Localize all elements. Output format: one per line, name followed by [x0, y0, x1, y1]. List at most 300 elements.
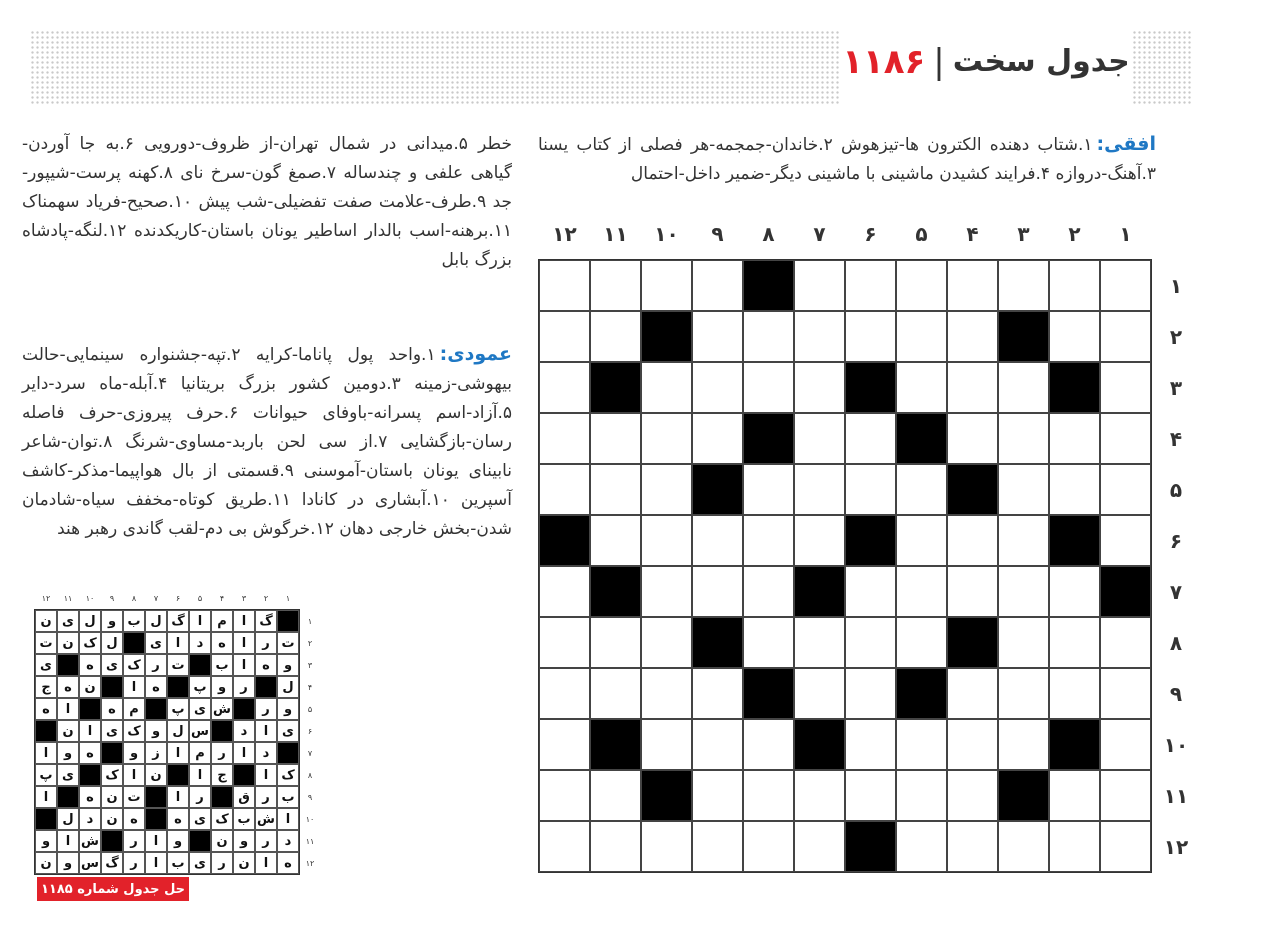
grid-cell[interactable] [1049, 566, 1100, 617]
grid-cell[interactable] [947, 515, 998, 566]
solution-cell: گ [101, 852, 123, 874]
grid-cell[interactable] [845, 668, 896, 719]
solution-column-number: ۱۱ [63, 594, 73, 603]
crossword-grid [539, 260, 1151, 872]
grid-cell[interactable] [692, 311, 743, 362]
grid-cell[interactable] [998, 260, 1049, 311]
grid-cell[interactable] [590, 413, 641, 464]
solution-cell: ه [123, 808, 145, 830]
grid-cell-black [998, 311, 1049, 362]
solution-cell: ر [255, 632, 277, 654]
grid-cell[interactable] [539, 260, 590, 311]
solution-cell-black [211, 786, 233, 808]
grid-cell-black [590, 566, 641, 617]
solution-cell: ه [145, 676, 167, 698]
solution-cell: ا [167, 742, 189, 764]
solution-column-number: ۵ [197, 594, 203, 603]
grid-cell[interactable] [1049, 821, 1100, 872]
grid-cell[interactable] [947, 770, 998, 821]
grid-cell[interactable] [590, 668, 641, 719]
grid-cell[interactable] [947, 311, 998, 362]
grid-cell[interactable] [539, 464, 590, 515]
solution-cell: گ [255, 610, 277, 632]
grid-cell[interactable] [794, 260, 845, 311]
solution-column-number: ۸ [131, 594, 137, 603]
grid-cell[interactable] [845, 413, 896, 464]
solution-cell: ش [255, 808, 277, 830]
solution-column-numbers [35, 594, 299, 606]
down-label: عمودی: [439, 343, 512, 365]
grid-cell[interactable] [539, 617, 590, 668]
solution-cell: ا [57, 698, 79, 720]
grid-cell[interactable] [539, 566, 590, 617]
grid-cell[interactable] [539, 311, 590, 362]
solution-cell-black [79, 698, 101, 720]
solution-cell: ا [123, 764, 145, 786]
solution-cell: ک [101, 764, 123, 786]
grid-cell[interactable] [896, 770, 947, 821]
grid-cell-black [947, 617, 998, 668]
solution-cell: ا [255, 852, 277, 874]
solution-cell: ر [123, 830, 145, 852]
grid-cell[interactable] [794, 617, 845, 668]
grid-cell-black [1049, 515, 1100, 566]
grid-cell-black [692, 464, 743, 515]
grid-cell[interactable] [947, 260, 998, 311]
solution-column-number: ۳ [241, 594, 247, 603]
grid-cell[interactable] [1049, 413, 1100, 464]
grid-cell[interactable] [794, 413, 845, 464]
header-dot-pattern-right [1132, 30, 1192, 105]
solution-cell-black [145, 808, 167, 830]
grid-cell[interactable] [896, 566, 947, 617]
grid-cell[interactable] [641, 413, 692, 464]
solution-cell: ن [145, 764, 167, 786]
solution-cell: ی [189, 852, 211, 874]
solution-cell: ش [211, 698, 233, 720]
grid-cell[interactable] [539, 413, 590, 464]
solution-cell: ا [255, 720, 277, 742]
grid-cell[interactable] [1049, 260, 1100, 311]
solution-cell: ا [35, 742, 57, 764]
row-number: ۸ [1169, 630, 1183, 655]
solution-cell: و [101, 610, 123, 632]
column-number: ۴ [966, 222, 979, 246]
solution-cell: ن [57, 720, 79, 742]
solution-column-number: ۷ [153, 594, 159, 603]
solution-cell: و [145, 720, 167, 742]
grid-cell-black [794, 566, 845, 617]
column-number: ۱ [1119, 222, 1132, 246]
solution-cell: ا [255, 764, 277, 786]
puzzle-title: جدول سخت [952, 44, 1130, 79]
grid-cell[interactable] [845, 311, 896, 362]
grid-cell-black [743, 413, 794, 464]
solution-cell: ا [167, 632, 189, 654]
grid-cell[interactable] [794, 362, 845, 413]
solution-cell-black [101, 742, 123, 764]
across-clues [538, 130, 1156, 189]
solution-cell: ا [123, 676, 145, 698]
grid-cell[interactable] [1100, 362, 1151, 413]
solution-cell: ک [79, 632, 101, 654]
grid-cell[interactable] [641, 821, 692, 872]
across-label: افقی: [1096, 133, 1156, 155]
grid-cell[interactable] [896, 362, 947, 413]
grid-cell[interactable] [947, 821, 998, 872]
grid-cell[interactable] [1100, 260, 1151, 311]
grid-cell[interactable] [641, 362, 692, 413]
grid-cell[interactable] [1100, 311, 1151, 362]
solution-cell: ک [123, 720, 145, 742]
grid-cell-black [692, 617, 743, 668]
solution-cell: ج [211, 764, 233, 786]
grid-cell[interactable] [743, 311, 794, 362]
grid-cell[interactable] [692, 413, 743, 464]
solution-cell: س [79, 852, 101, 874]
row-number: ۵ [1169, 477, 1183, 502]
grid-cell[interactable] [692, 566, 743, 617]
grid-cell[interactable] [590, 515, 641, 566]
grid-cell[interactable] [590, 821, 641, 872]
grid-cell[interactable] [947, 668, 998, 719]
grid-cell[interactable] [896, 464, 947, 515]
solution-cell: و [35, 830, 57, 852]
solution-cell: ه [79, 786, 101, 808]
solution-cell: ن [35, 610, 57, 632]
grid-cell[interactable] [692, 821, 743, 872]
solution-row-number: ۲ [307, 638, 313, 648]
grid-cell[interactable] [998, 362, 1049, 413]
across-clues-continued [22, 130, 512, 275]
grid-cell[interactable] [794, 311, 845, 362]
solution-cell: ر [211, 852, 233, 874]
solution-cell: د [189, 632, 211, 654]
grid-cell-black [641, 770, 692, 821]
grid-cell[interactable] [845, 770, 896, 821]
solution-cell-black [189, 654, 211, 676]
across-text-continued: خطر ۵.میدانی در شمال تهران-از ظروف-دورویی ۶.به جا آوردن-گیاهی علفی و چندساله ۷.صمغ گون-سرخ نای ۸.کهنه پرست-شیپور-جد ۹.طرف-علامت صفت تفضیلی-شب پیش ۱۰.صحیح-فریاد سهمناک ۱۱.برهنه-اسب بالدار اساطیر یونان باستان-کاریکدنده ۱۲.لنگه-پادشاه بزرگ بابل [22, 134, 512, 270]
solution-cell: ا [167, 786, 189, 808]
across-text: ۱.شتاب دهنده الکترون ها-تیزهوش ۲.خاندان-جمجمه-هر فصلی از کتاب یسنا ۳.آهنگ-دروازه ۴.فرایند کشیدن ماشینی با ماشینی دیگر-ضمیر داخل-احتمال [538, 135, 1156, 184]
grid-cell[interactable] [539, 770, 590, 821]
solution-cell: م [211, 610, 233, 632]
solution-cell-black [211, 720, 233, 742]
solution-cell-black [189, 830, 211, 852]
grid-cell[interactable] [998, 668, 1049, 719]
row-number: ۱ [1169, 273, 1183, 298]
solution-cell: ل [79, 610, 101, 632]
solution-cell: ا [233, 632, 255, 654]
down-text: ۱.واحد پول پاناما-کرایه ۲.تپه-جشنواره سینمایی-حالت بیهوشی-زمینه ۳.دومین کشور بزرگ بریتانیا ۴.آبله-ماه سرد-دایر ۵.آزاد-اسم پسرانه-باوفای حیوانات ۶.حرف پیروزی-حرف فاصله رسان-بازگشایی ۷.از سی لحن باربد-مساوی-شرنگ ۸.توان-شاعر نابینای یونان باستان-آموسنی ۹.قسمتی از بال هواپیما-مذکر-کاشف آسپرین ۱۰.آبشاری در کانادا ۱۱.طریق کوتاه-مخفف سیاه-شادمان شدن-بخش خارجی دهان ۱۲.خرگوش بی دم-لقب گاندی رهبر هند [22, 345, 512, 539]
solution-cell: ل [101, 632, 123, 654]
solution-cell: ی [189, 698, 211, 720]
grid-cell[interactable] [590, 260, 641, 311]
grid-cell[interactable] [1100, 413, 1151, 464]
grid-cell[interactable] [590, 617, 641, 668]
solution-cell: و [277, 698, 299, 720]
grid-cell[interactable] [845, 719, 896, 770]
solution-cell: ن [79, 676, 101, 698]
grid-cell-black [947, 464, 998, 515]
solution-cell-black [101, 830, 123, 852]
solution-cell: و [211, 676, 233, 698]
grid-cell[interactable] [539, 362, 590, 413]
grid-cell[interactable] [692, 515, 743, 566]
row-number: ۹ [1169, 681, 1183, 706]
grid-cell[interactable] [1100, 464, 1151, 515]
grid-cell[interactable] [845, 566, 896, 617]
solution-cell: ب [123, 610, 145, 632]
grid-cell-black [743, 668, 794, 719]
solution-cell: پ [35, 764, 57, 786]
grid-cell[interactable] [590, 311, 641, 362]
grid-cell[interactable] [794, 770, 845, 821]
solution-cell: ا [277, 808, 299, 830]
grid-cell[interactable] [641, 566, 692, 617]
solution-cell-black [57, 654, 79, 676]
grid-cell[interactable] [743, 515, 794, 566]
grid-cell[interactable] [1100, 719, 1151, 770]
grid-cell[interactable] [998, 617, 1049, 668]
grid-cell[interactable] [1100, 515, 1151, 566]
grid-cell[interactable] [896, 311, 947, 362]
solution-cell: ه [255, 654, 277, 676]
solution-row-number: ۸ [307, 770, 313, 780]
solution-column-number: ۲ [263, 594, 269, 603]
solution-label: حل جدول شماره ۱۱۸۵ [37, 877, 189, 901]
solution-cell: ی [57, 764, 79, 786]
solution-cell-black [233, 764, 255, 786]
down-clues [22, 340, 512, 544]
row-number: ۷ [1169, 579, 1183, 604]
solution-cell: ن [35, 852, 57, 874]
grid-cell[interactable] [1049, 770, 1100, 821]
solution-cell: ب [211, 654, 233, 676]
solution-cell: ی [277, 720, 299, 742]
grid-cell-black [998, 770, 1049, 821]
grid-cell[interactable] [998, 821, 1049, 872]
column-number: ۱۱ [603, 222, 628, 246]
solution-cell-black [145, 786, 167, 808]
solution-row-number: ۱۲ [305, 858, 315, 868]
grid-cell[interactable] [998, 566, 1049, 617]
column-number: ۲ [1068, 222, 1081, 246]
solution-cell: ز [145, 742, 167, 764]
solution-cell-black [101, 676, 123, 698]
grid-cell[interactable] [743, 362, 794, 413]
solution-column-number: ۴ [219, 594, 225, 603]
solution-cell-black [167, 764, 189, 786]
grid-cell[interactable] [794, 515, 845, 566]
grid-cell[interactable] [1049, 311, 1100, 362]
grid-cell[interactable] [743, 770, 794, 821]
grid-cell-black [896, 413, 947, 464]
solution-row-number: ۷ [307, 748, 313, 758]
grid-cell[interactable] [998, 413, 1049, 464]
solution-cell: م [123, 698, 145, 720]
grid-cell[interactable] [794, 668, 845, 719]
solution-row-number: ۹ [307, 792, 313, 802]
solution-cell-black [145, 698, 167, 720]
grid-cell-black [845, 362, 896, 413]
grid-cell-black [641, 311, 692, 362]
grid-cell[interactable] [1100, 770, 1151, 821]
solution-cell: ل [277, 676, 299, 698]
solution-cell: ر [233, 676, 255, 698]
grid-cell[interactable] [896, 821, 947, 872]
grid-cell[interactable] [947, 719, 998, 770]
grid-cell[interactable] [1049, 464, 1100, 515]
grid-cell-black [1049, 719, 1100, 770]
grid-cell[interactable] [743, 464, 794, 515]
grid-cell[interactable] [1100, 668, 1151, 719]
column-number: ۶ [864, 222, 877, 246]
solution-cell: ه [35, 698, 57, 720]
solution-cell: ا [189, 764, 211, 786]
grid-cell[interactable] [743, 617, 794, 668]
solution-cell-black [35, 808, 57, 830]
grid-cell[interactable] [539, 668, 590, 719]
grid-cell[interactable] [1100, 617, 1151, 668]
grid-cell[interactable] [539, 821, 590, 872]
solution-cell: ک [211, 808, 233, 830]
solution-cell: ه [101, 698, 123, 720]
solution-cell-black [255, 676, 277, 698]
grid-cell[interactable] [692, 719, 743, 770]
row-number: ۲ [1169, 324, 1183, 349]
grid-cell[interactable] [590, 464, 641, 515]
solution-cell: گ [167, 610, 189, 632]
row-number: ۱۱ [1163, 783, 1189, 808]
grid-cell[interactable] [998, 719, 1049, 770]
header-title [840, 24, 1132, 99]
grid-cell[interactable] [947, 566, 998, 617]
solution-cell: ل [57, 808, 79, 830]
solution-row-number: ۵ [307, 704, 313, 714]
grid-cell[interactable] [998, 464, 1049, 515]
solution-cell: ی [57, 610, 79, 632]
row-number: ۴ [1169, 426, 1183, 451]
grid-cell[interactable] [845, 260, 896, 311]
grid-cell[interactable] [1049, 617, 1100, 668]
solution-cell-black [233, 698, 255, 720]
solution-cell: و [277, 654, 299, 676]
solution-cell: ه [79, 742, 101, 764]
solution-cell: ب [233, 808, 255, 830]
solution-cell: ل [167, 720, 189, 742]
grid-cell-black [1049, 362, 1100, 413]
solution-cell: ه [211, 632, 233, 654]
grid-cell[interactable] [641, 260, 692, 311]
puzzle-number: ۱۱۸۶ [842, 41, 926, 82]
solution-cell: ا [57, 830, 79, 852]
solution-row-number: ۳ [307, 660, 313, 670]
grid-cell[interactable] [743, 821, 794, 872]
grid-cell[interactable] [794, 821, 845, 872]
grid-cell[interactable] [743, 719, 794, 770]
grid-cell-black [590, 719, 641, 770]
solution-row-number: ۱۰ [305, 814, 315, 824]
row-number: ۶ [1169, 528, 1183, 553]
grid-cell[interactable] [539, 719, 590, 770]
grid-cell[interactable] [845, 464, 896, 515]
grid-cell[interactable] [692, 362, 743, 413]
solution-cell: د [277, 830, 299, 852]
grid-cell[interactable] [641, 668, 692, 719]
column-number: ۱۰ [654, 222, 679, 246]
grid-cell[interactable] [998, 515, 1049, 566]
grid-cell-black [896, 668, 947, 719]
solution-cell: ب [167, 852, 189, 874]
solution-column-number: ۱۲ [41, 594, 51, 603]
solution-cell: ا [79, 720, 101, 742]
grid-cell[interactable] [794, 464, 845, 515]
grid-cell[interactable] [641, 617, 692, 668]
solution-cell: ی [189, 808, 211, 830]
grid-cell[interactable] [896, 260, 947, 311]
solution-cell: پ [167, 698, 189, 720]
column-number: ۱۲ [552, 222, 577, 246]
solution-row-numbers [303, 610, 317, 874]
solution-cell: و [123, 742, 145, 764]
solution-cell-black [123, 632, 145, 654]
grid-cell[interactable] [896, 719, 947, 770]
solution-cell: ا [233, 742, 255, 764]
solution-cell: ر [255, 830, 277, 852]
solution-cell: ا [35, 786, 57, 808]
grid-cell[interactable] [1100, 821, 1151, 872]
grid-cell-black [743, 260, 794, 311]
header-dot-pattern-left [30, 30, 840, 105]
grid-cell[interactable] [590, 770, 641, 821]
grid-cell[interactable] [641, 464, 692, 515]
grid-cell[interactable] [692, 770, 743, 821]
solution-cell: د [233, 720, 255, 742]
grid-cell[interactable] [1049, 668, 1100, 719]
grid-cell[interactable] [743, 566, 794, 617]
solution-cell: ل [145, 610, 167, 632]
grid-cell[interactable] [947, 362, 998, 413]
solution-cell: ی [101, 654, 123, 676]
solution-cell: ا [145, 830, 167, 852]
grid-cell[interactable] [641, 719, 692, 770]
grid-cell[interactable] [692, 668, 743, 719]
solution-cell: ه [57, 676, 79, 698]
grid-cell[interactable] [845, 617, 896, 668]
solution-cell: ش [79, 830, 101, 852]
grid-cell[interactable] [692, 260, 743, 311]
solution-column-number: ۶ [175, 594, 181, 603]
column-number: ۳ [1017, 222, 1030, 246]
grid-cell[interactable] [896, 617, 947, 668]
solution-cell: ر [211, 742, 233, 764]
grid-cell-black [539, 515, 590, 566]
grid-cell[interactable] [641, 515, 692, 566]
solution-column-number: ۹ [109, 594, 115, 603]
solution-cell: ن [211, 830, 233, 852]
solution-cell-black [277, 610, 299, 632]
solution-cell: ک [277, 764, 299, 786]
solution-cell: ا [189, 610, 211, 632]
solution-cell: م [189, 742, 211, 764]
grid-cell-black [845, 515, 896, 566]
grid-cell[interactable] [896, 515, 947, 566]
solution-grid [35, 610, 299, 874]
grid-cell[interactable] [947, 413, 998, 464]
solution-cell: ه [167, 808, 189, 830]
solution-cell: پ [189, 676, 211, 698]
